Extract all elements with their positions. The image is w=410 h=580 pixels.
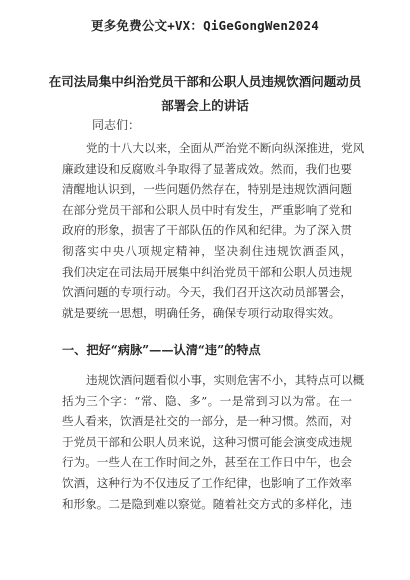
section-heading: 一、把好“病脉”——认清“违”的特点: [62, 343, 261, 357]
paragraph-line: 违规饮酒问题看似小事，实则危害不小，其特点可以概: [86, 373, 365, 387]
paragraph-line: 廉政建设和反腐败斗争取得了显著成效。然而，我们也要: [62, 161, 352, 176]
paragraph-line: 饮酒，这种行为不仅违反了工作纪律，也影响了工作效率: [62, 475, 352, 490]
body-paragraph: [62, 370, 365, 514]
paragraph-line: 行为。一些人在工作时间之外，甚至在工作日中午，也会: [62, 455, 352, 470]
paragraph-line: 在部分党员干部和公职人员中时有发生，严重影响了党和: [62, 202, 352, 217]
paragraph-line: 括为三个字：“常、隐、多”。一是常到习以为常。在一: [62, 393, 352, 408]
paragraph-line: 和形象。二是隐到难以察觉。随着社交方式的多样化，违: [62, 496, 352, 511]
paragraph-line: 于党员干部和公职人员来说，这种习惯可能会演变成违规: [62, 434, 352, 449]
salutation: 同志们：: [92, 118, 141, 132]
title-line: 部署会上的讲话: [161, 98, 249, 113]
paragraph-line: 饮酒问题的专项行动。今天，我们召开这次动员部署会，: [62, 285, 352, 300]
paragraph-line: 彻落实中央八项规定精神，坚决刹住违规饮酒歪风，: [62, 243, 352, 258]
paragraph-line: 党的十八大以来，全面从严治党不断向纵深推进，党风: [86, 141, 365, 155]
paragraph-line: 些人看来，饮酒是社交的一部分，是一种习惯。然而，对: [62, 414, 352, 429]
promo-banner: 更多免费公文+VX：QiGeGongWen2024: [91, 18, 319, 33]
paragraph-line: 就是要统一思想，明确任务，确保专项行动取得实效。: [62, 305, 341, 320]
document-title: [0, 70, 410, 118]
paragraph-line: 清醒地认识到，一些问题仍然存在，特别是违规饮酒问题: [62, 182, 352, 197]
body-paragraph: [62, 138, 365, 323]
paragraph-line: 我们决定在司法局开展集中纠治党员干部和公职人员违规: [62, 264, 352, 279]
title-line: 在司法局集中纠治党员干部和公职人员违规饮酒问题动员: [48, 74, 362, 89]
paragraph-line: 政府的形象，损害了干部队伍的作风和纪律。为了深入贯: [62, 223, 352, 238]
